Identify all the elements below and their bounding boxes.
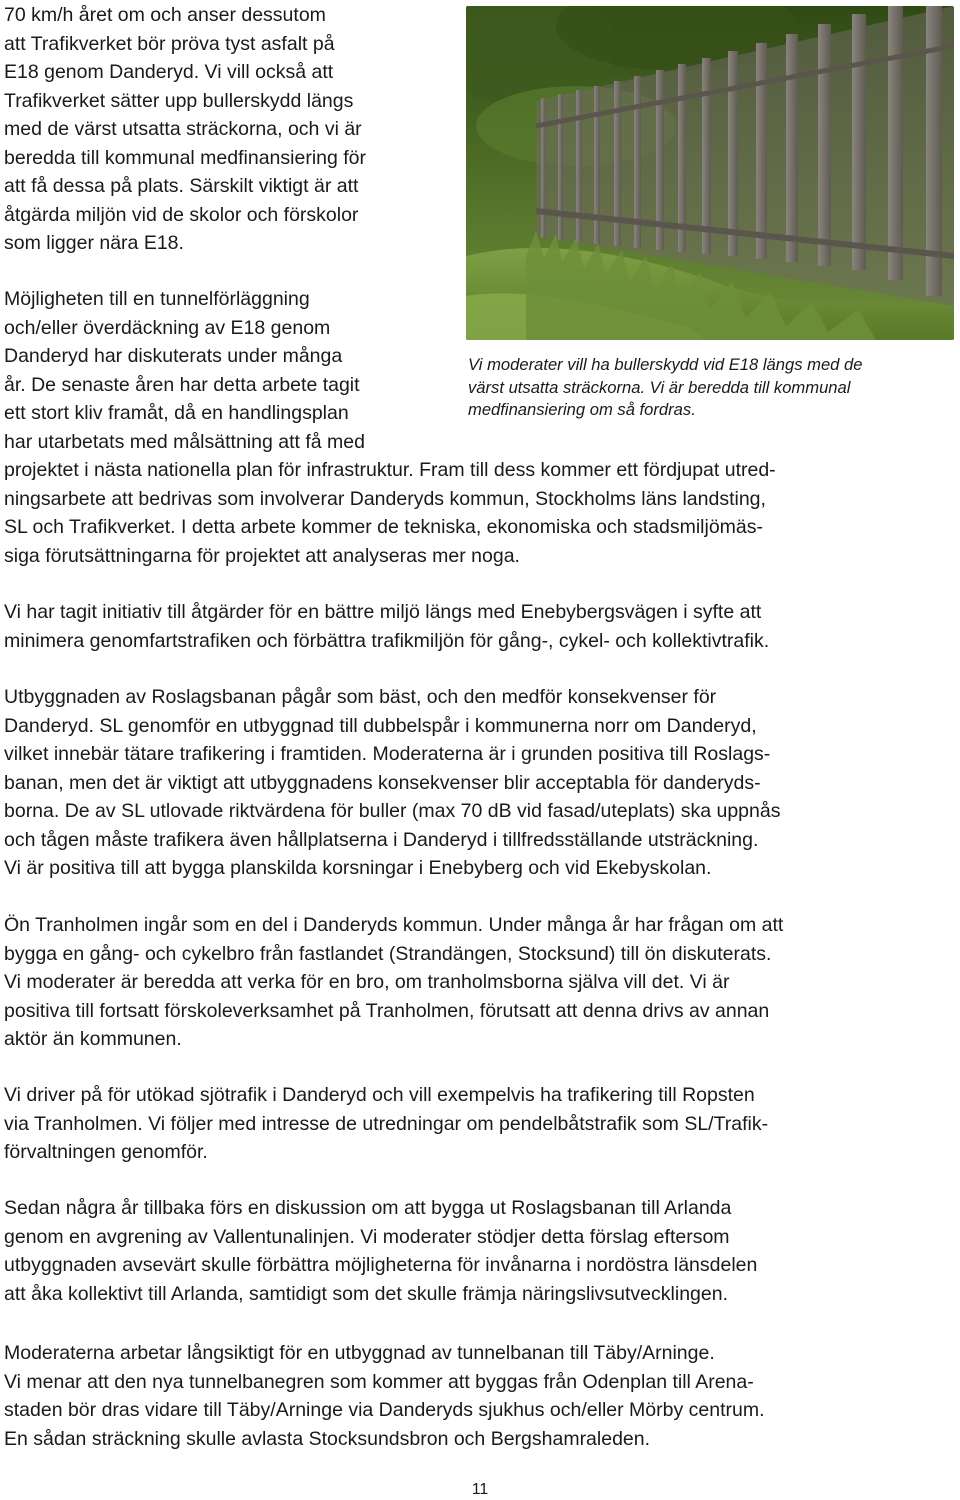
text-line: positiva till fortsatt förskoleverksamhet på Tranholmen, förutsatt att denna drivs av annan [4, 999, 770, 1022]
text-line: år. De senaste åren har detta arbete tagit [4, 373, 360, 396]
caption-line: medfinansiering om så fordras. [468, 400, 696, 419]
text-line: via Tranholmen. Vi följer med intresse de utredningar om pendelbåtstrafik som SL/Trafik- [4, 1112, 769, 1135]
text-line: och/eller överdäckning av E18 genom [4, 316, 331, 339]
page-number: 11 [471, 1481, 489, 1498]
fence-illustration [466, 6, 954, 340]
text-line: Trafikverket sätter upp bullerskydd längs [4, 89, 354, 112]
text-line: ett stort kliv framåt, då en handlingsplan [4, 402, 349, 424]
text-line: banan, men det är viktigt att utbyggnadens konsekvenser blir acceptabla för danderyds- [4, 771, 761, 794]
text-line: ningsarbete att bedrivas som involverar Danderyds kommun, Stockholms läns landsting, [4, 487, 766, 510]
photo-caption [468, 354, 958, 422]
text-line: Danderyd. SL genomför en utbyggnad till dubbelspår i kommunerna norr om Danderyd, [4, 714, 757, 737]
noise-barrier-photo [466, 6, 954, 340]
text-line: Vi är positiva till att bygga planskilda korsningar i Enebyberg och vid Ekebyskolan. [4, 857, 712, 879]
text-line: Utbyggnaden av Roslagsbanan pågår som bäst, och den medför konsekvenser för [4, 686, 717, 708]
text-line: med de värst utsatta sträckorna, och vi är [4, 118, 362, 140]
text-line: Vi driver på för utökad sjötrafik i Danderyd och vill exempelvis ha trafikering till Ropsten [4, 1084, 755, 1106]
text-line: att få dessa på plats. Särskilt viktigt är att [4, 175, 359, 197]
text-line: Danderyd har diskuterats under många [4, 345, 343, 367]
text-line: åtgärda miljön vid de skolor och förskolor [4, 203, 359, 226]
paragraph-traffic-e18 [4, 1, 366, 258]
text-line: och tågen måste trafikera även hållplatserna i Danderyd i tillfredsställande utsträckning. [4, 828, 759, 851]
caption-line: Vi moderater vill ha bullerskydd vid E18 längs med de [468, 355, 863, 374]
paragraph-tranholmen [4, 911, 783, 1054]
text-line: genom en avgrening av Vallentunalinjen. Vi moderater stödjer detta förslag eftersom [4, 1225, 730, 1248]
paragraph-enebybergsvagen [4, 598, 769, 655]
text-line: beredda till kommunal medfinansiering för [4, 146, 367, 169]
text-line: att Trafikverket bör pröva tyst asfalt på [4, 32, 335, 55]
text-line: Möjligheten till en tunnelförläggning [4, 288, 310, 310]
paragraph-arlanda [4, 1194, 757, 1308]
text-line: utbyggnaden avsevärt skulle förbättra möjligheterna för invånarna i nordöstra länsdelen [4, 1254, 758, 1276]
text-line: förvaltningen genomför. [4, 1141, 208, 1163]
text-line: E18 genom Danderyd. Vi vill också att [4, 61, 334, 83]
text-line: Sedan några år tillbaka förs en diskussion om att bygga ut Roslagsbanan till Arlanda [4, 1197, 732, 1219]
text-line: projektet i nästa nationella plan för infrastruktur. Fram till dess kommer ett fördjupat utred- [4, 459, 776, 481]
text-line: att åka kollektivt till Arlanda, samtidigt som det skulle främja näringslivsutvecklingen. [4, 1282, 728, 1305]
text-line: som ligger nära E18. [4, 232, 184, 254]
text-line: borna. De av SL utlovade riktvärdena för buller (max 70 dB vid fasad/uteplats) ska uppnås [4, 800, 781, 822]
text-line: staden bör dras vidare till Täby/Arninge via Danderyds sjukhus och/eller Mörby centrum. [4, 1399, 765, 1421]
text-line: Vi moderater är beredda att verka för en bro, om tranholmsborna själva vill det. Vi är [4, 971, 730, 993]
text-line: har utarbetats med målsättning att få med [4, 430, 365, 453]
text-line: bygga en gång- och cykelbro från fastlandet (Strandängen, Stocksund) till ön diskuterats. [4, 942, 772, 965]
paragraph-roslagsbanan [4, 683, 780, 883]
paragraph-sjotrafik [4, 1081, 768, 1167]
caption-line: värst utsatta sträckorna. Vi är beredda till kommunal [468, 377, 851, 397]
text-line: SL och Trafikverket. I detta arbete kommer de tekniska, ekonomiska och stadsmiljömäs- [4, 516, 764, 538]
text-line: Moderaterna arbetar långsiktigt för en utbyggnad av tunnelbanan till Täby/Arninge. [4, 1342, 715, 1364]
text-line: Ön Tranholmen ingår som en del i Danderyds kommun. Under många år har frågan om att [4, 914, 784, 936]
text-line: vilket innebär tätare trafikering i framtiden. Moderaterna är i grunden positiva till Roslags- [4, 743, 771, 765]
text-line: Vi har tagit initiativ till åtgärder för en bättre miljö längs med Enebybergsvägen i syfte att [4, 601, 762, 623]
text-line: Vi menar att den nya tunnelbanegren som kommer att byggas från Odenplan till Arena- [4, 1370, 754, 1393]
text-line: 70 km/h året om och anser dessutom [4, 4, 326, 26]
text-line: aktör än kommunen. [4, 1028, 182, 1050]
paragraph-tunnelbana [4, 1339, 765, 1453]
text-line: siga förutsättningarna för projektet att analyseras mer noga. [4, 544, 520, 567]
text-line: En sådan sträckning skulle avlasta Stocksundsbron och Bergshamraleden. [4, 1427, 651, 1450]
text-line: minimera genomfartstrafiken och förbättra trafikmiljön för gång-, cykel- och kollektivtrafik. [4, 629, 770, 652]
